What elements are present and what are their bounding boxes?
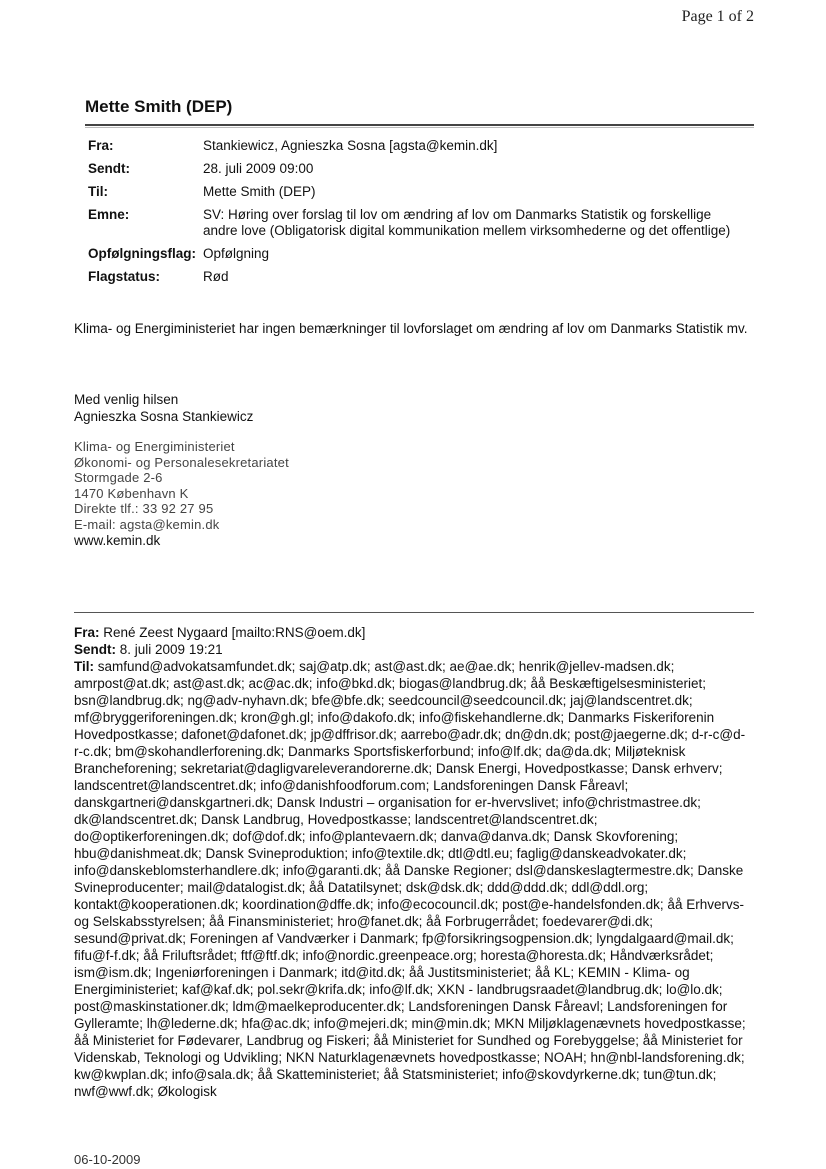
- signoff: [74, 391, 253, 425]
- greeting: Med venlig hilsen: [74, 392, 179, 407]
- forwarded-to-label: Til:: [74, 659, 94, 674]
- signature-email: E-mail: agsta@kemin.dk: [74, 516, 220, 532]
- forwarded-from-label: Fra:: [74, 625, 100, 640]
- page-number: Page 1 of 2: [681, 8, 754, 25]
- header-row-followup-flag: [88, 246, 748, 269]
- header-value-sent: 28. juli 2009 09:00: [203, 161, 314, 176]
- signature-dept: Økonomi- og Personalesekretariatet: [74, 454, 289, 470]
- header-value-to: Mette Smith (DEP): [203, 184, 316, 199]
- header-row-from: [88, 138, 748, 161]
- header-row-subject: [88, 207, 748, 246]
- signature-street: Stormgade 2-6: [74, 470, 163, 485]
- forward-divider: [74, 612, 754, 613]
- forwarded-to-line: [74, 658, 754, 1100]
- forwarded-sent-line: [74, 641, 754, 658]
- header-divider: [85, 124, 754, 128]
- header-label: Flagstatus:: [88, 269, 161, 284]
- signature-phone: Direkte tlf.: 33 92 27 95: [74, 501, 214, 516]
- header-label: Til:: [88, 184, 108, 199]
- forwarded-from: René Zeest Nygaard [mailto:RNS@oem.dk]: [103, 625, 366, 640]
- forwarded-from-line: [74, 624, 754, 641]
- header-label: Opfølgningsflag:: [88, 246, 196, 261]
- header-row-sent: [88, 161, 748, 184]
- signature-org: Klima- og Energiministeriet: [74, 439, 235, 454]
- header-value-flag-status: Rød: [203, 269, 229, 284]
- header-value-subject: SV: Høring over forslag til lov om ændring af lov om Danmarks Statistik og forskellige andre love (Obligatorisk digital kommunikation mellem virksomhederne og det offentlige): [203, 207, 731, 238]
- header-value-from: Stankiewicz, Agnieszka Sosna [agsta@kemin.dk]: [203, 138, 498, 153]
- forwarded-sent: 8. juli 2009 19:21: [119, 642, 223, 657]
- forwarded-header: [74, 624, 754, 1100]
- header-label: Emne:: [88, 207, 130, 222]
- signer-name: Agnieszka Sosna Stankiewicz: [74, 409, 254, 424]
- website-link[interactable]: www.kemin.dk: [74, 533, 161, 548]
- forwarded-sent-label: Sendt:: [74, 642, 116, 657]
- header-row-to: [88, 184, 748, 207]
- email-body: Klima- og Energiministeriet har ingen bemærkninger til lovforslaget om ændring af lov om Danmarks Statistik mv.: [74, 321, 748, 336]
- header-value-followup-flag: Opfølgning: [203, 246, 270, 261]
- sender-title: Mette Smith (DEP): [85, 97, 233, 116]
- header-row-flag-status: [88, 269, 748, 292]
- forwarded-recipients: samfund@advokatsamfundet.dk; saj@atp.dk; ast@ast.dk; ae@ae.dk; henrik@jellev-madsen.dk; amrpost@at.dk; ast@ast.dk; ac@ac.dk; info@bkd.dk; biogas@landbrug.dk; åå Beskæftigelsesministeriet; bsn@landbrug.dk; ng@adv-nyhavn.dk; bfe@bfe.dk; seedcouncil@seedcouncil.dk; jaj@landscentret.dk; mf@bryggeriforeningen.dk; kron@gh.gl; info@dakofo.dk; info@fiskehandlerne.dk; Danmarks Fiskeriforenin Hovedpostkasse; dafonet@dafonet.dk; jp@dffrisor.dk; aarrebo@adr.dk; dn@dn.dk; post@jaegerne.dk; d-r-c@d-r-c.dk; bm@skohandlerforening.dk; Danmarks Sportsfiskerforbund; info@lf.dk; da@da.dk; Miljøteknisk Brancheforening; sekretariat@dagligvareleverandorerne.dk; Dansk Energi, Hovedpostkasse; Dansk erhverv; landscentret@landscentret.dk; info@danishfoodforum.com; Landsforeningen Dansk Fåreavl; danskgartneri@danskgartneri.dk; Dansk Industri – organisation for er-hvervslivet; info@christmastree.dk; dk@landscentret.dk; Dansk Landbrug, Hovedpostkasse; landscentret@landscentret.dk; do@optikerforeningen.dk; dof@dof.dk; info@plantevaern.dk; danva@danva.dk; Dansk Skovforening; hbu@danishmeat.dk; Dansk Svineproduktion; info@textile.dk; dtl@dtl.eu; faglig@danskeadvokater.dk; info@danskeblomsterhandlere.dk; info@garanti.dk; åå Danske Regioner; dsl@danskeslagtermestre.dk; Danske Svineproducenter; mail@datalogist.dk; åå Datatilsynet; dsk@dsk.dk; ddd@ddd.dk; ddl@ddl.org; kontakt@kooperationen.dk; koordination@dffe.dk; info@ecocouncil.dk; post@e-handelsfonden.dk; åå Erhvervs- og Selskabsstyrelsen; åå Finansministeriet; hro@fanet.dk; åå Forbrugerrådet; foedevarer@di.dk; sesund@privat.dk; Foreningen af Vandværker i Danmark; fp@forsikringsogpension.dk; lyngdalgaard@mail.dk; fifu@f-f.dk; åå Friluftsrådet; ftf@ftf.dk; info@nordic.greenpeace.org; horesta@horesta.dk; Håndværksrådet; ism@ism.dk; Ingeniørforeningen i Danmark; itd@itd.dk; åå Justitsministeriet; åå KL; KEMIN - Klima- og Energiministeriet; kaf@kaf.dk; pol.sekr@krifa.dk; info@lf.dk; XKN - landbrugsraadet@landbrug.dk; lo@lo.dk; post@maskinstationer.dk; ldm@maelkeproducenter.dk; Landsforeningen Dansk Fåreavl; Landsforeningen for Gylleramte; lh@lederne.dk; hfa@ac.dk; info@mejeri.dk; min@min.dk; MKN Miljøklagenævnets hovedpostkasse; åå Ministeriet for Fødevarer, Landbrug og Fiskeri; åå Ministeriet for Sundhed og Forebyggelse; åå Ministeriet for Videnskab, Teknologi og Udvikling; NKN Naturklagenævnets hovedpostkasse; NOAH; hn@nbl-landsforening.dk; kw@kwplan.dk; info@sala.dk; åå Skatteministeriet; åå Statsministeriet; info@skovdyrkerne.dk; tun@tun.dk; nwf@wwf.dk; Økologisk: [74, 659, 746, 1099]
- signature-block: [74, 439, 289, 532]
- header-label: Sendt:: [88, 161, 130, 176]
- signature-city: 1470 København K: [74, 485, 189, 501]
- email-header-table: [88, 138, 748, 292]
- header-label: Fra:: [88, 138, 114, 153]
- footer-date: 06-10-2009: [74, 1152, 141, 1167]
